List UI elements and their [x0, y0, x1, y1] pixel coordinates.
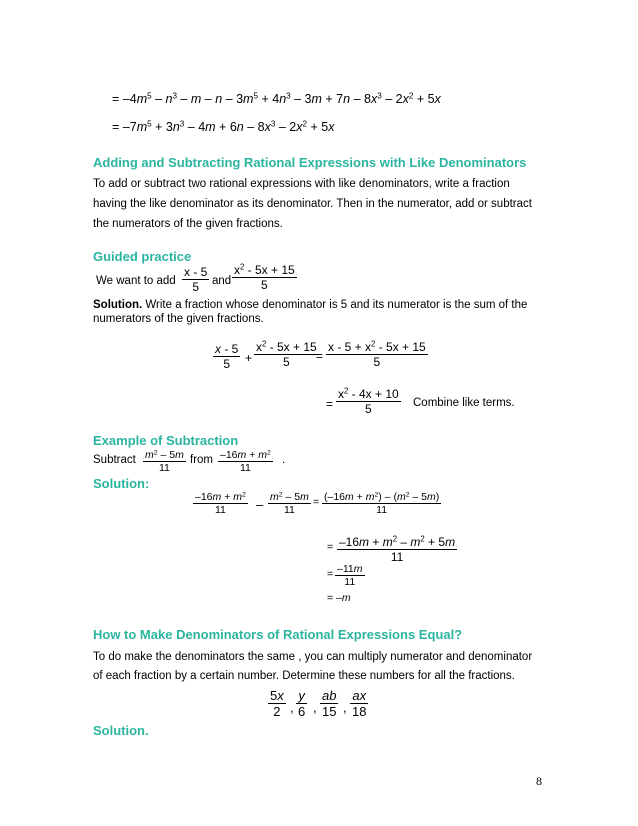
solution-label: Solution. [93, 299, 143, 311]
equals-sign: = [316, 349, 324, 363]
section-heading-guided-practice: Guided practice [93, 249, 192, 264]
fraction-numerator: y [298, 688, 305, 703]
fraction-numerator: x - 5 [215, 342, 239, 356]
combine-like-terms-note: Combine like terms. [413, 397, 515, 409]
fraction-numerator: x - 5 [184, 265, 208, 279]
fraction-numerator: $-16m + m^2 - m^2 + 5m$ [339, 534, 456, 549]
fraction-denominator: 2 [268, 703, 286, 719]
fraction-denominator: 11 [268, 503, 311, 516]
paragraph-line: of each fraction by a certain number. Determine these numbers for all the fractions. [93, 670, 515, 682]
fraction-numerator: $x^2 - 5x + 15$ [256, 339, 317, 354]
fraction-numerator: ab [322, 688, 337, 703]
fraction-numerator: 5x [270, 688, 284, 703]
fraction-numerator: $x - 5 + x^2 - 5x + 15$ [328, 339, 426, 354]
solution-heading: Solution: [93, 476, 150, 491]
solution-text: Write a fraction whose denominator is 5 and its numerator is the sum of the [142, 299, 528, 311]
fraction-denominator: 11 [335, 575, 365, 588]
paragraph-line: the numerators of the given fractions. [93, 218, 283, 230]
fraction-numerator: $x^2 - 5x + 15$ [234, 262, 295, 277]
fraction-numerator: $(-16m + m^2) - (m^2 - 5m)$ [324, 491, 440, 503]
equals-sign: = [313, 496, 320, 508]
fraction-y-over-6 [296, 688, 307, 719]
fraction-denominator: 5 [254, 354, 319, 369]
comma: , [313, 700, 317, 715]
fraction-numerator: –11m [337, 563, 363, 575]
fraction-denominator: 11 [193, 503, 248, 516]
equals-sign: = [326, 397, 334, 411]
from-text: from [190, 454, 213, 466]
work-fraction-1 [213, 342, 240, 371]
equals-sign: = [327, 568, 334, 580]
solution-paragraph-line-1 [93, 300, 527, 312]
period: . [282, 454, 286, 466]
section-heading-make-equal: How to Make Denominators of Rational Expressions Equal? [93, 627, 463, 642]
section-heading-example-subtraction: Example of Subtraction [93, 433, 239, 448]
fraction-numerator: $m^2 - 5m$ [270, 491, 309, 503]
equation-line-1: = $-4m^5 - n^3 - m - n - 3m^5 + 4n^3 - 3m + 7n - 8x^3 - 2x^2 + 5x$ [112, 91, 441, 106]
fraction-ab-over-15 [320, 688, 338, 719]
comma: , [290, 700, 294, 715]
subtract-text: Subtract [93, 454, 136, 466]
subtraction-work-fraction-2 [268, 491, 311, 516]
subtraction-work-fraction-3 [322, 491, 441, 516]
equation-line-2: = $-7m^5 + 3n^3 - 4m + 6n - 8x^3 - 2x^2 + 5x$ [112, 119, 335, 134]
comma: , [343, 700, 347, 715]
subtract-fraction-2 [218, 449, 273, 474]
subtraction-work-fraction-1 [193, 491, 248, 516]
fraction-denominator: 11 [218, 461, 273, 474]
fraction-denominator: 5 [232, 277, 297, 292]
fraction-numerator: ax [352, 688, 367, 703]
and-text: and [212, 275, 232, 287]
work-fraction-2 [254, 340, 319, 369]
fraction-denominator: 5 [326, 354, 428, 369]
fraction-numerator: $x^2 - 4x + 10$ [338, 386, 399, 401]
want-to-add-text: We want to add [96, 275, 176, 287]
fraction-denominator: 11 [322, 503, 441, 516]
paragraph-line: To add or subtract two rational expressions with like denominators, write a fraction [93, 178, 510, 190]
fraction-denominator: 6 [298, 704, 306, 719]
fraction-denominator: 18 [352, 704, 367, 719]
page-number: 8 [536, 774, 542, 788]
fraction-denominator: 15 [322, 704, 337, 719]
fraction-x-minus-5 [182, 265, 209, 294]
fraction-numerator: $-16m + m^2$ [195, 491, 246, 503]
section-heading-like-denominators: Adding and Subtracting Rational Expressions with Like Denominators [93, 155, 527, 170]
fraction-denominator: 5 [182, 279, 209, 294]
final-result: = –m [327, 592, 351, 604]
subtraction-work-fraction-5 [335, 563, 365, 588]
solution-paragraph-line-2: numerators of the given fractions. [93, 313, 264, 325]
fraction-denominator: 5 [213, 356, 240, 371]
fraction-ax-over-18 [350, 688, 368, 719]
paragraph-line: To do make the denominators the same , you can multiply numerator and denominator [93, 651, 533, 663]
work-fraction-3 [326, 340, 428, 369]
fraction-denominator: 11 [143, 461, 186, 474]
fraction-quadratic [232, 263, 297, 292]
fraction-denominator: 11 [337, 549, 457, 564]
minus-sign: – [256, 497, 264, 512]
subtract-fraction-1 [143, 449, 186, 474]
solution-heading: Solution. [93, 723, 149, 738]
fraction-numerator: $-16m + m^2$ [220, 449, 271, 461]
work-fraction-4 [336, 387, 401, 416]
plus-sign: + [245, 351, 253, 365]
fraction-5x-over-2 [268, 688, 286, 719]
fraction-numerator: $m^2 - 5m$ [145, 449, 184, 461]
paragraph-line: having the like denominator as its denominator. Then in the numerator, add or subtract [93, 198, 532, 210]
fraction-denominator: 5 [336, 401, 401, 416]
equals-sign: = [327, 541, 334, 553]
subtraction-work-fraction-4 [337, 535, 457, 564]
